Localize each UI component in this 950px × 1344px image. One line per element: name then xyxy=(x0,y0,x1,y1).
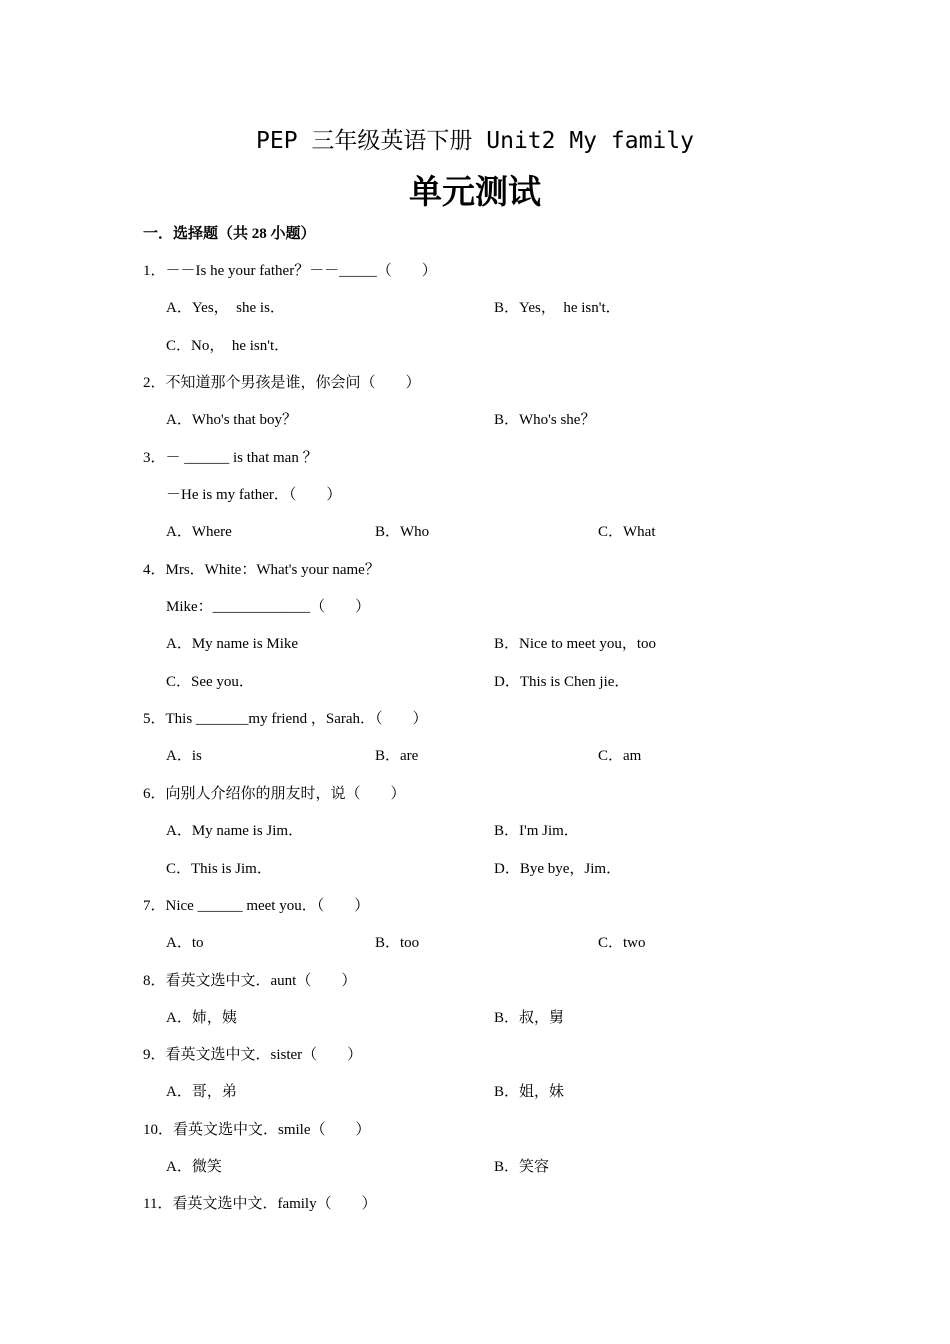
question-4-option-a: A．My name is Mike xyxy=(166,636,299,652)
question-6-option-a: A．My name is Jim． xyxy=(166,823,304,839)
question-5-stem: 5．This _______my friend ，Sarah．（ ） xyxy=(143,711,428,727)
question-10-option-b: B．笑容 xyxy=(494,1159,550,1175)
document-subtitle: 单元测试 xyxy=(409,172,541,211)
question-1-option-c: C．No， he isn't． xyxy=(166,338,290,354)
question-8-option-b: B．叔，舅 xyxy=(494,1010,565,1026)
question-9-stem: 9．看英文选中文．sister（ ） xyxy=(143,1047,363,1063)
question-4-stem-2: Mike：_____________（ ） xyxy=(166,599,371,615)
question-6-option-c: C．This is Jim． xyxy=(166,861,272,877)
question-1-option-a: A．Yes， she is． xyxy=(166,300,285,316)
document-title: PEP 三年级英语下册 Unit2 My family xyxy=(256,128,694,154)
question-5-option-a: A．is xyxy=(166,748,202,764)
question-3-option-a: A．Where xyxy=(166,524,232,540)
question-4-option-c: C．See you． xyxy=(166,674,254,690)
question-6-stem: 6．向别人介绍你的朋友时，说（ ） xyxy=(143,786,406,802)
question-9-option-b: B．姐，妹 xyxy=(494,1084,565,1100)
question-7-option-a: A．to xyxy=(166,935,204,951)
question-2-option-a: A．Who's that boy？ xyxy=(166,412,298,428)
question-4-option-d: D．This is Chen jie． xyxy=(494,674,630,690)
question-6-option-b: B．I'm Jim． xyxy=(494,823,579,839)
question-8-stem: 8．看英文选中文．aunt（ ） xyxy=(143,973,357,989)
question-1-stem: 1．－－Is he your father？－－_____（ ） xyxy=(143,263,437,279)
question-10-option-a: A．微笑 xyxy=(166,1159,222,1175)
question-1-option-b: B．Yes， he isn't． xyxy=(494,300,621,316)
question-2-stem: 2．不知道那个男孩是谁，你会问（ ） xyxy=(143,375,421,391)
question-3-option-b: B．Who xyxy=(375,524,430,540)
question-7-option-c: C．two xyxy=(598,935,646,951)
question-10-stem: 10．看英文选中文．smile（ ） xyxy=(143,1122,371,1138)
question-9-option-a: A．哥，弟 xyxy=(166,1084,237,1100)
question-2-option-b: B．Who's she？ xyxy=(494,412,596,428)
question-4-stem: 4．Mrs．White：What's your name？ xyxy=(143,562,380,578)
question-4-option-b: B．Nice to meet you，too xyxy=(494,636,657,652)
question-3-stem-2: －He is my father．（ ） xyxy=(166,487,342,503)
question-8-option-a: A．姉，姨 xyxy=(166,1010,237,1026)
question-5-option-c: C．am xyxy=(598,748,642,764)
question-3-stem: 3．－ ______ is that man ？ xyxy=(143,450,318,466)
question-7-option-b: B．too xyxy=(375,935,420,951)
question-5-option-b: B．are xyxy=(375,748,419,764)
section-heading: 一．选择题（共 28 小题） xyxy=(143,226,316,242)
question-6-option-d: D．Bye bye，Jim． xyxy=(494,861,622,877)
question-3-option-c: C．What xyxy=(598,524,656,540)
question-7-stem: 7．Nice ______ meet you．（ ） xyxy=(143,898,370,914)
question-11-stem: 11．看英文选中文．family（ ） xyxy=(143,1196,377,1212)
